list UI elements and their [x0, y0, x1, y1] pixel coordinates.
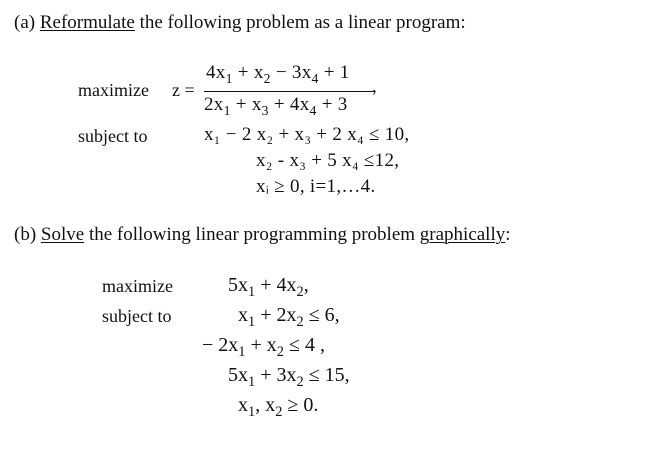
part-a-constraint-1: x₁ − 2 x₂ + x₃ + 2 x₄ ≤ 10,: [204, 124, 410, 145]
part-a-heading: [14, 12, 466, 34]
objective-numerator: $4x_1 + x_2 - 3x_4 + 1$: [206, 62, 350, 86]
part-b-nonnegativity: $x_1$, $x_2 \ge 0$.: [238, 394, 319, 421]
part-a-nonnegativity: xᵢ ≥ 0, i=1,…4.: [256, 176, 376, 197]
part-b-subject-to-label: subject to: [102, 306, 172, 326]
part-b-heading: [14, 224, 511, 246]
part-a-constraint-2: x₂ - x₃ + 5 x₄ ≤12,: [256, 150, 400, 171]
part-b-constraint-1: $x_1 + 2x_2 \le 6$,: [238, 304, 340, 331]
solve-underlined: Solve: [40, 224, 85, 245]
part-b-constraint-2: − $2x_1 + x_2 \le 4$ ,: [202, 334, 325, 361]
part-a-subject-to-label: subject to: [78, 126, 148, 146]
part-b-maximize-label: maximize: [102, 276, 173, 296]
part-a-heading-rest: the following problem as a linear program:: [134, 12, 466, 33]
z-label: z =: [172, 80, 195, 100]
reformulate-underlined: Reformulate: [39, 12, 135, 33]
part-b-heading-end: :: [505, 224, 511, 245]
part-b-objective: $5x_1 + 4x_2$,: [228, 274, 309, 301]
part-b-constraint-3: $5x_1 + 3x_2 \le 15$,: [228, 364, 350, 391]
part-a-prefix: (a): [14, 12, 40, 33]
part-a-maximize-label: maximize: [78, 80, 149, 100]
part-b-prefix: (b): [14, 224, 41, 245]
graphically-underlined: graphically: [419, 224, 506, 245]
objective-comma: ,: [372, 76, 378, 97]
fraction-bar: [204, 91, 374, 92]
objective-denominator: $2x_1 + x_3 + 4x_4 + 3$: [204, 94, 348, 118]
part-b-heading-middle: the following linear programming problem: [84, 224, 420, 245]
